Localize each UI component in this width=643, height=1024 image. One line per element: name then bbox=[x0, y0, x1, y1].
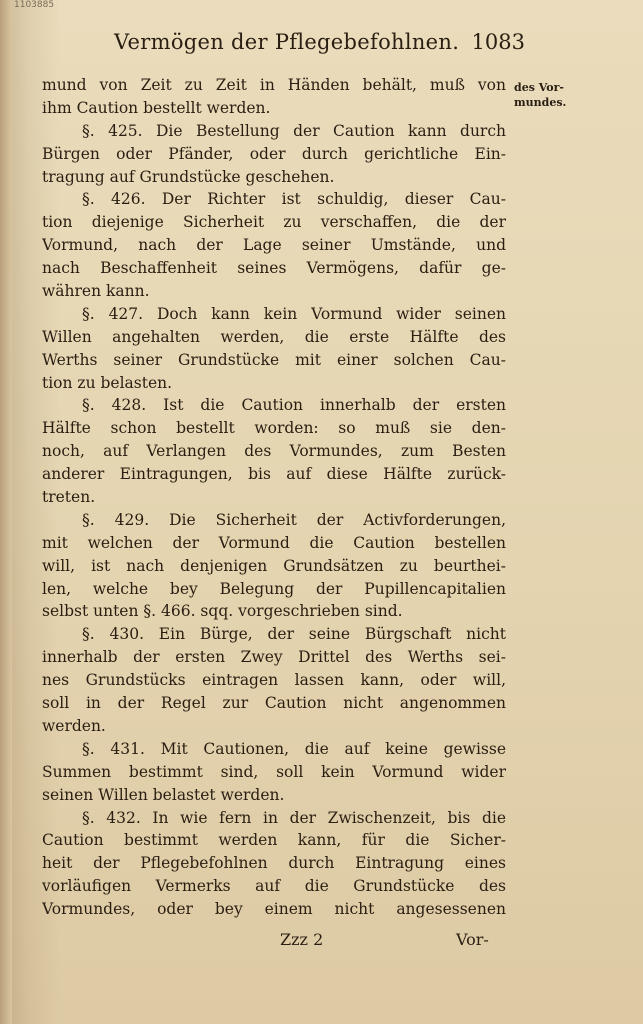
margin-note-line: des Vor- bbox=[514, 81, 564, 94]
text-line: soll in der Regel zur Caution nicht angenommen bbox=[42, 694, 506, 713]
text-line: tragung auf Grundstücke geschehen. bbox=[42, 167, 335, 186]
text-line: Caution bestimmt werden kann, für die Sicher- bbox=[42, 831, 506, 850]
text-line: werden. bbox=[42, 716, 106, 735]
text-line: len, welche bey Belegung der Pupillencapitalien bbox=[42, 579, 506, 598]
text-line: heit der Pflegebefohlnen durch Eintragung eines bbox=[42, 854, 506, 873]
text-line: vorläufigen Vermerks auf die Grundstücke des bbox=[42, 877, 506, 896]
margin-note bbox=[514, 80, 576, 110]
text-line: mund von Zeit zu Zeit in Händen behält, muß von bbox=[42, 76, 506, 94]
text-line: innerhalb der ersten Zwey Drittel des Werths sei- bbox=[42, 648, 506, 667]
text-line: tion diejenige Sicherheit zu verschaffen, die der bbox=[42, 213, 506, 232]
text-line: Summen bestimmt sind, soll kein Vormund wider bbox=[42, 762, 506, 781]
text-line: ihm Caution bestellt werden. bbox=[42, 98, 271, 117]
page-gutter bbox=[0, 0, 12, 1024]
text-line: noch, auf Verlangen des Vormundes, zum Besten bbox=[42, 442, 506, 461]
header-title: Vermögen der Pflegebefohlnen. bbox=[114, 30, 460, 54]
catchword: Vor- bbox=[456, 930, 489, 949]
text-line: Willen angehalten werden, die erste Hälfte des bbox=[42, 327, 506, 346]
text-line: Vormundes, oder bey einem nicht angesessenen bbox=[42, 900, 506, 919]
paragraph-432-start: §. 432. In wie fern in der Zwischenzeit, bis die bbox=[82, 808, 506, 827]
text-line: treten. bbox=[42, 488, 96, 507]
text-line: mit welchen der Vormund die Caution bestellen bbox=[42, 533, 506, 552]
margin-note-line: mundes. bbox=[514, 96, 567, 109]
paragraph-430-start: §. 430. Ein Bürge, der seine Bürgschaft nicht bbox=[82, 625, 506, 644]
paragraph-429-start: §. 429. Die Sicherheit der Activforderungen, bbox=[82, 510, 506, 529]
paragraph-426-start: §. 426. Der Richter ist schuldig, dieser Cau- bbox=[82, 190, 506, 209]
paragraph-427-start: §. 427. Doch kann kein Vormund wider seinen bbox=[82, 304, 506, 323]
paragraph-428-start: §. 428. Ist die Caution innerhalb der ersten bbox=[82, 396, 506, 415]
signature-mark: Zzz 2 bbox=[280, 930, 324, 949]
running-header bbox=[100, 30, 525, 60]
text-line: anderer Eintragungen, bis auf diese Hälfte zurück- bbox=[42, 465, 506, 484]
page-number: 1083 bbox=[471, 30, 525, 54]
text-line: Werths seiner Grundstücke mit einer solchen Cau- bbox=[42, 350, 506, 369]
text-line: währen kann. bbox=[42, 282, 150, 301]
text-line: seinen Willen belastet werden. bbox=[42, 785, 285, 804]
text-line: Bürgen oder Pfänder, oder durch gerichtliche Ein- bbox=[42, 144, 506, 163]
body-text bbox=[42, 74, 506, 921]
text-line: nach Beschaffenheit seines Vermögens, dafür ge- bbox=[42, 259, 506, 278]
text-line: selbst unten §. 466. sqq. vorgeschrieben sind. bbox=[42, 602, 403, 621]
catchline bbox=[0, 930, 506, 954]
paragraph-431-start: §. 431. Mit Cautionen, die auf keine gewisse bbox=[82, 739, 506, 758]
text-line: tion zu belasten. bbox=[42, 373, 173, 392]
text-line: Hälfte schon bestellt worden: so muß sie den- bbox=[42, 419, 506, 438]
text-line: will, ist nach denjenigen Grundsätzen zu beurthei- bbox=[42, 556, 506, 575]
text-line: Vormund, nach der Lage seiner Umstände, und bbox=[42, 236, 506, 255]
text-line: nes Grundstücks eintragen lassen kann, oder will, bbox=[42, 671, 506, 690]
paragraph-425-start: §. 425. Die Bestellung der Caution kann durch bbox=[82, 121, 506, 140]
library-stamp: 1103885 bbox=[14, 0, 55, 10]
